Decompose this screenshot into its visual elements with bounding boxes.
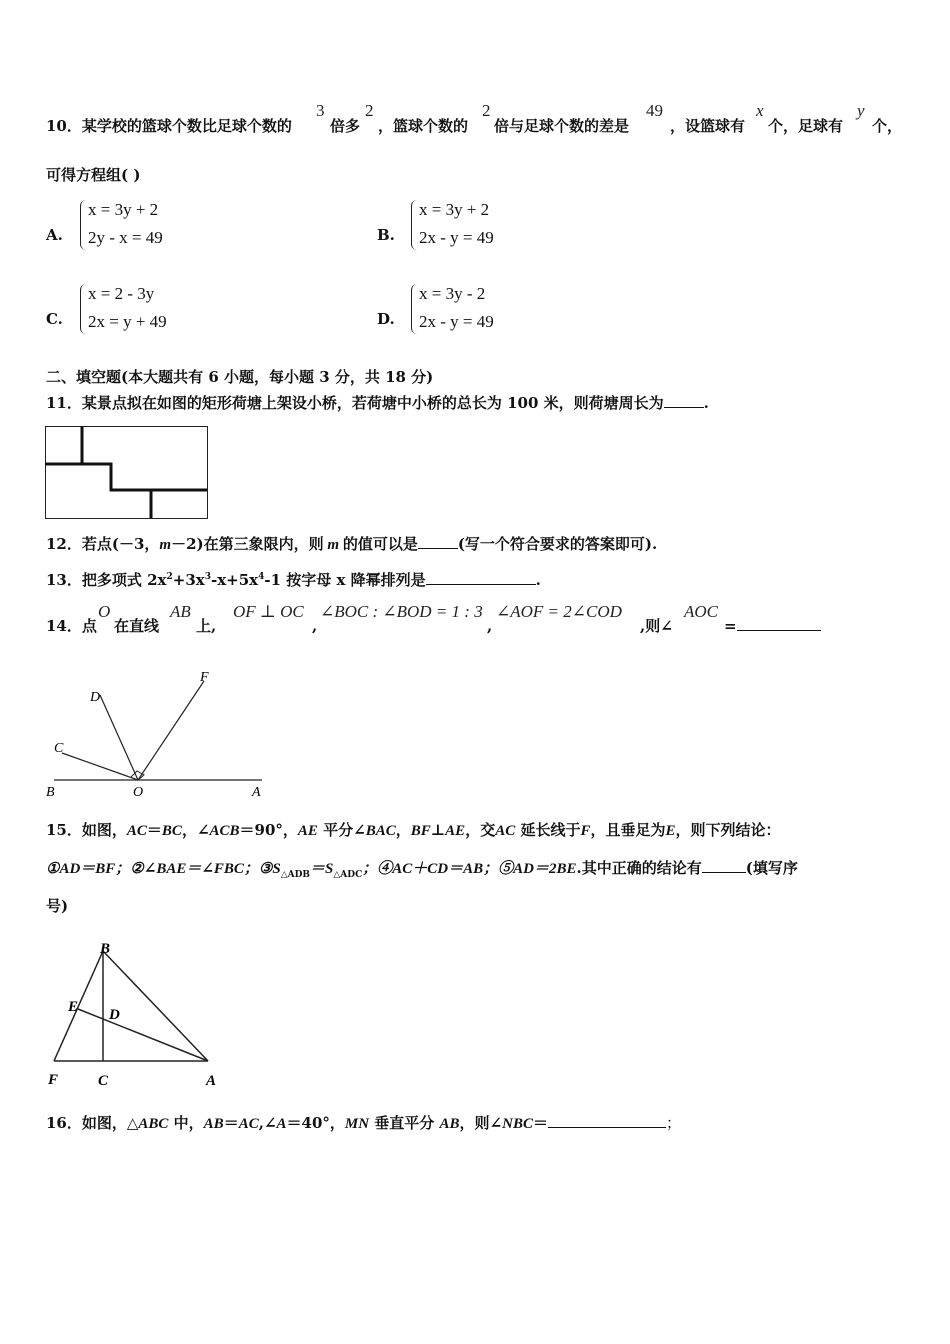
label-b: B xyxy=(100,941,111,957)
label-o: O xyxy=(133,785,144,800)
q12-text: 12．若点(－3，m－2)在第三象限内，则 m 的值可以是 (写一个符合要求的答案即可). xyxy=(46,535,658,553)
q14-comma1: , xyxy=(312,617,318,635)
q15-answer-blank xyxy=(702,858,746,873)
option-c-equations xyxy=(88,280,167,336)
q10-text-7: 个， xyxy=(872,117,903,135)
q14-line-ab: AB xyxy=(170,602,191,621)
option-b-equations xyxy=(419,196,494,252)
q11-answer-blank xyxy=(664,393,704,408)
label-a: A xyxy=(252,785,261,800)
q15-line2: ①AD＝BF；②∠BAE＝∠FBC；$③S_{\triangle ADB}=S_{\triangle ADC}$；④AC＋CD＝AB；⑤AD＝2BE.其中正确的结论有 (填写序 xyxy=(46,859,798,880)
option-d-label: D. xyxy=(377,310,395,328)
pond-rectangle xyxy=(46,427,208,519)
label-e: E xyxy=(68,999,79,1015)
option-b-eq1: x = 3y + 2 xyxy=(419,200,490,219)
option-b-eq2: 2x - y = 49 xyxy=(419,228,494,247)
label-f: F xyxy=(48,1072,59,1088)
q14-answer-blank xyxy=(737,616,821,631)
q11-text: 11．某景点拟在如图的矩形荷塘上架设小桥，若荷塘中小桥的总长为 100 米，则荷塘周长为 . xyxy=(46,394,709,412)
q14-then: ,则∠ xyxy=(640,617,673,635)
q14-comma2: , xyxy=(487,617,493,635)
option-a-eq2: 2y - x = 49 xyxy=(88,228,163,247)
q10-value-49: 49 xyxy=(646,101,663,120)
q10-text-5: ，设篮球有 xyxy=(670,117,746,135)
segment-ea xyxy=(78,1009,208,1061)
option-d-eq2: 2x - y = 49 xyxy=(419,312,494,331)
option-c-eq2: 2x = y + 49 xyxy=(88,312,167,331)
q16-text: 16．如图，△ABC 中，AB＝AC,∠A＝40°，MN 垂直平分 AB，则∠NBC＝ ； xyxy=(46,1114,681,1132)
option-c-brace xyxy=(80,284,87,334)
q16-answer-blank xyxy=(548,1113,666,1128)
q10-var-y: y xyxy=(857,101,865,120)
option-d-equations xyxy=(419,280,494,336)
q11-pond-figure xyxy=(45,426,209,520)
label-f: F xyxy=(200,670,209,685)
q14-point-o: O xyxy=(98,602,111,621)
option-a-equations xyxy=(88,196,163,252)
q10-var-x: x xyxy=(756,101,764,120)
q14-cond2: ∠BOC : ∠BOD = 1 : 3 xyxy=(320,602,483,621)
label-a: A xyxy=(206,1073,217,1089)
q14-equals: = xyxy=(724,616,821,636)
option-c-eq1: x = 2 - 3y xyxy=(88,284,155,303)
label-d: D xyxy=(90,690,101,705)
ray-oc xyxy=(62,753,138,780)
label-b: B xyxy=(46,785,55,800)
q14-angle-aoc: AOC xyxy=(684,602,718,621)
q14-text-line: 在直线 xyxy=(114,617,160,635)
label-c: C xyxy=(98,1073,109,1089)
segment-ba xyxy=(103,951,208,1061)
ray-od xyxy=(100,695,138,780)
q10-text-3: ，篮球个数的 xyxy=(378,117,469,135)
q12-answer-blank xyxy=(418,534,458,549)
q14-text-on: 上, xyxy=(196,617,217,635)
q10-line2: 可得方程组( ) xyxy=(46,166,141,184)
q10-line1: 10．某学校的篮球个数比足球个数的 xyxy=(46,117,292,135)
q15-triangle-figure xyxy=(40,935,240,1095)
label-c: C xyxy=(54,741,64,756)
q10-value-2a: 2 xyxy=(365,101,374,120)
section2-heading: 二、填空题(本大题共有 6 小题，每小题 3 分，共 18 分) xyxy=(46,368,434,386)
q14-num: 14．点 xyxy=(46,617,97,635)
option-a-brace xyxy=(80,200,87,250)
q14-angle-figure xyxy=(40,665,280,805)
q13-answer-blank xyxy=(426,570,536,585)
q15-line1: 15．如图，AC＝BC，∠ACB＝90°，AE 平分∠BAC，BF⊥AE，交AC 延长线于F，且垂足为E，则下列结论： xyxy=(46,821,781,839)
q10-text-6: 个，足球有 xyxy=(768,117,844,135)
q14-cond1: OF ⊥ OC xyxy=(233,602,304,621)
q13-text: 13．把多项式 $2x^2+3x^3-x+5x^4-1$ 按字母 x 降幂排列是 . xyxy=(46,571,541,589)
option-b-brace xyxy=(411,200,418,250)
option-b-label: B. xyxy=(377,226,395,244)
option-a-eq1: x = 3y + 2 xyxy=(88,200,159,219)
option-d-brace xyxy=(411,284,418,334)
q15-line3: 号) xyxy=(46,897,69,915)
ray-of xyxy=(138,681,204,780)
q14-cond3: ∠AOF = 2∠COD xyxy=(496,602,622,621)
label-d: D xyxy=(109,1007,120,1023)
option-d-eq1: x = 3y - 2 xyxy=(419,284,486,303)
option-a-label: A. xyxy=(46,226,63,244)
bridge-path xyxy=(45,464,207,490)
q10-value-3: 3 xyxy=(316,101,325,120)
q10-text-2: 倍多 xyxy=(330,117,361,135)
option-c-label: C. xyxy=(46,310,63,328)
q10-value-2b: 2 xyxy=(482,101,491,120)
q10-text-4: 倍与足球个数的差是 xyxy=(494,117,630,135)
segment-bf xyxy=(54,951,103,1061)
